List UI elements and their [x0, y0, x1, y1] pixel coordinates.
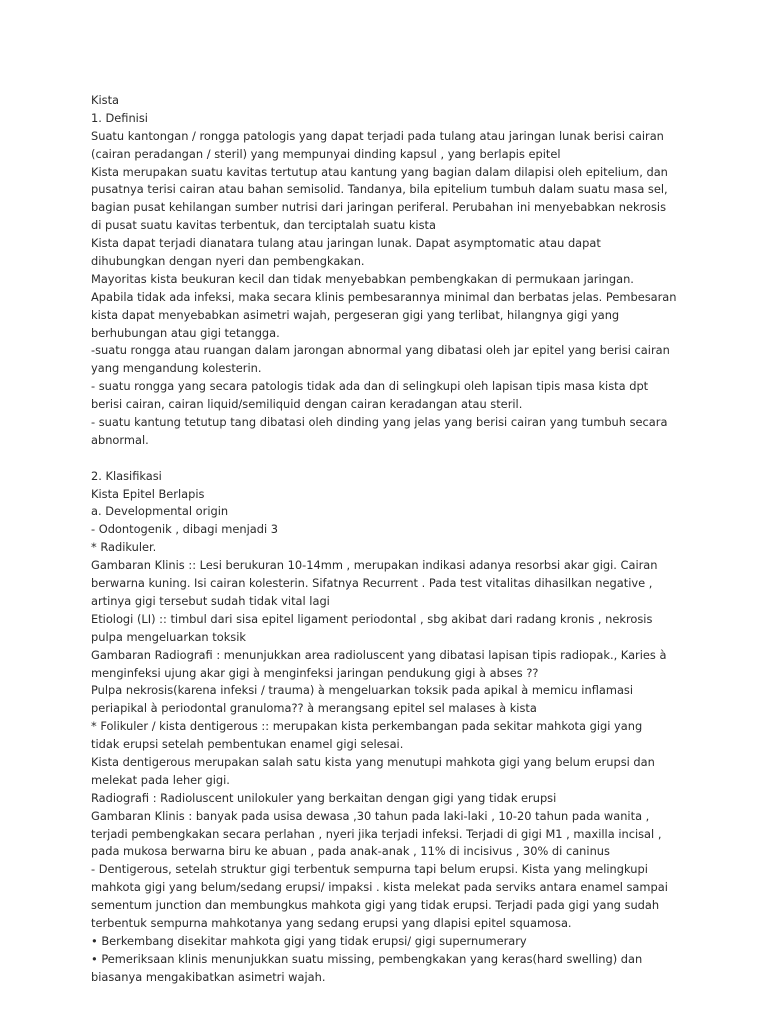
text-line: Mayoritas kista beukuran kecil dan tidak menyebabkan pembengkakan di permukaan jaringan.	[91, 271, 634, 286]
text-line: menginfeksi ujung akar gigi à menginfeksi jaringan pendukung gigi à abses ??	[91, 665, 539, 680]
text-line: bagian pusat kehilangan sumber nutrisi dari jaringan periferal. Perubahan ini menyebabkan nekrosis	[91, 200, 667, 215]
text-line: Kista dapat terjadi dianatara tulang atau jaringan lunak. Dapat asymptomatic atau dapat	[91, 236, 601, 251]
text-line: Kista Epitel Berlapis	[91, 486, 205, 501]
text-line: berwarna kuning. Isi cairan kolesterin. Sifatnya Recurrent . Pada test vitalitas dihasilkan negative ,	[91, 576, 653, 591]
doc-title: Kista	[91, 93, 120, 107]
text-line: di pusat suatu kavitas terbentuk, dan terciptalah suatu kista	[91, 218, 436, 233]
paragraph-spacer	[91, 450, 691, 468]
text-line: Radiografi : Radioluscent unilokuler yang berkaitan dengan gigi yang tidak erupsi	[91, 790, 557, 805]
text-line: - Odontogenik , dibagi menjadi 3	[91, 522, 278, 537]
text-line: * Radikuler.	[91, 540, 157, 555]
text-line: pulpa mengeluarkan toksik	[91, 629, 246, 644]
text-line: a. Developmental origin	[91, 504, 229, 519]
text-line: artinya gigi tersebut sudah tidak vital lagi	[91, 593, 330, 608]
text-line: kista dapat menyebabkan asimetri wajah, pergeseran gigi yang terlibat, hilangnya gigi yang	[91, 307, 620, 322]
text-line: Gambaran Klinis : banyak pada usisa dewasa ,30 tahun pada laki-laki , 10-20 tahun pada wanita ,	[91, 808, 650, 823]
text-line: - Dentigerous, setelah struktur gigi terbentuk sempurna tapi belum erupsi. Kista yang melingkupi	[91, 862, 648, 877]
section-definisi	[91, 92, 691, 450]
text-line: Apabila tidak ada infeksi, maka secara klinis pembesarannya minimal dan berbatas jelas. Pembesaran	[91, 289, 677, 304]
text-line: berisi cairan, cairan liquid/semiliquid dengan cairan keradangan atau steril.	[91, 397, 523, 412]
text-line: berhubungan atau gigi tetangga.	[91, 325, 280, 340]
text-line: Etiologi (LI) :: timbul dari sisa epitel ligament periodontal , sbg akibat dari radang kronis , nekrosis	[91, 611, 653, 626]
text-line: Suatu kantongan / rongga patologis yang dapat terjadi pada tulang atau jaringan lunak berisi cairan	[91, 128, 664, 143]
text-line: Gambaran Klinis :: Lesi berukuran 10-14mm , merupakan indikasi adanya resorbsi akar gigi. Cairan	[91, 558, 658, 573]
text-line: tidak erupsi setelah pembentukan enamel gigi selesai.	[91, 737, 404, 752]
text-line: periapikal à periodontal granuloma?? à merangsang epitel sel malases à kista	[91, 701, 537, 716]
text-line: abnormal.	[91, 432, 149, 447]
text-line: pusatnya terisi cairan atau bahan semisolid. Tandanya, bila epitelium tumbuh dalam suatu masa sel,	[91, 182, 668, 197]
bullet-item: • Pemeriksaan klinis menunjukkan suatu missing, pembengkakan yang keras(hard swelling) dan	[91, 951, 643, 966]
text-line: * Folikuler / kista dentigerous :: merupakan kista perkembangan pada sekitar mahkota gigi yang	[91, 719, 643, 734]
text-line: pada mukosa berwarna biru ke abuan , pada anak-anak , 11% di incisivus , 30% di caninus	[91, 844, 610, 859]
text-line: Pulpa nekrosis(karena infeksi / trauma) à mengeluarkan toksik pada apikal à memicu inflamasi	[91, 683, 634, 698]
text-line: melekat pada leher gigi.	[91, 772, 230, 787]
bullet-item: • Berkembang disekitar mahkota gigi yang tidak erupsi/ gigi supernumerary	[91, 933, 527, 948]
text-line: -suatu rongga atau ruangan dalam jarongan abnormal yang dibatasi oleh jar epitel yang berisi cairan	[91, 343, 670, 358]
section-klasifikasi	[91, 468, 691, 987]
text-line: Gambaran Radiografi : menunjukkan area radioluscent yang dibatasi lapisan tipis radiopak., Karies à	[91, 647, 667, 662]
text-line: - suatu rongga yang secara patologis tidak ada dan di selingkupi oleh lapisan tipis masa kista dpt	[91, 379, 649, 394]
text-line: Kista dentigerous merupakan salah satu kista yang menutupi mahkota gigi yang belum erupsi dan	[91, 754, 655, 769]
text-line: biasanya mengakibatkan asimetri wajah.	[91, 969, 326, 984]
text-line: sementum junction dan membungkus mahkota gigi yang tidak erupsi. Terjadi pada gigi yang sudah	[91, 898, 660, 913]
section-heading: 1. Definisi	[91, 110, 148, 125]
text-line: terjadi pembengkakan secara perlahan , nyeri jika terjadi infeksi. Terjadi di gigi M1 , maxilla incisal ,	[91, 826, 662, 841]
text-line: yang mengandung kolesterin.	[91, 361, 262, 376]
section-heading: 2. Klasifikasi	[91, 468, 162, 483]
document-body	[91, 92, 691, 987]
text-line: - suatu kantung tetutup tang dibatasi oleh dinding yang jelas yang berisi cairan yang tumbuh secara	[91, 415, 668, 430]
text-line: terbentuk sempurna mahkotanya yang sedang erupsi yang dlapisi epitel squamosa.	[91, 915, 572, 930]
text-line: dihubungkan dengan nyeri dan pembengkakan.	[91, 254, 365, 269]
text-line: mahkota gigi yang belum/sedang erupsi/ impaksi . kista melekat pada serviks antara enamel sampai	[91, 880, 668, 895]
text-line: (cairan peradangan / steril) yang mempunyai dinding kapsul , yang berlapis epitel	[91, 146, 561, 161]
text-line: Kista merupakan suatu kavitas tertutup atau kantung yang bagian dalam dilapisi oleh epitelium, dan	[91, 164, 668, 179]
